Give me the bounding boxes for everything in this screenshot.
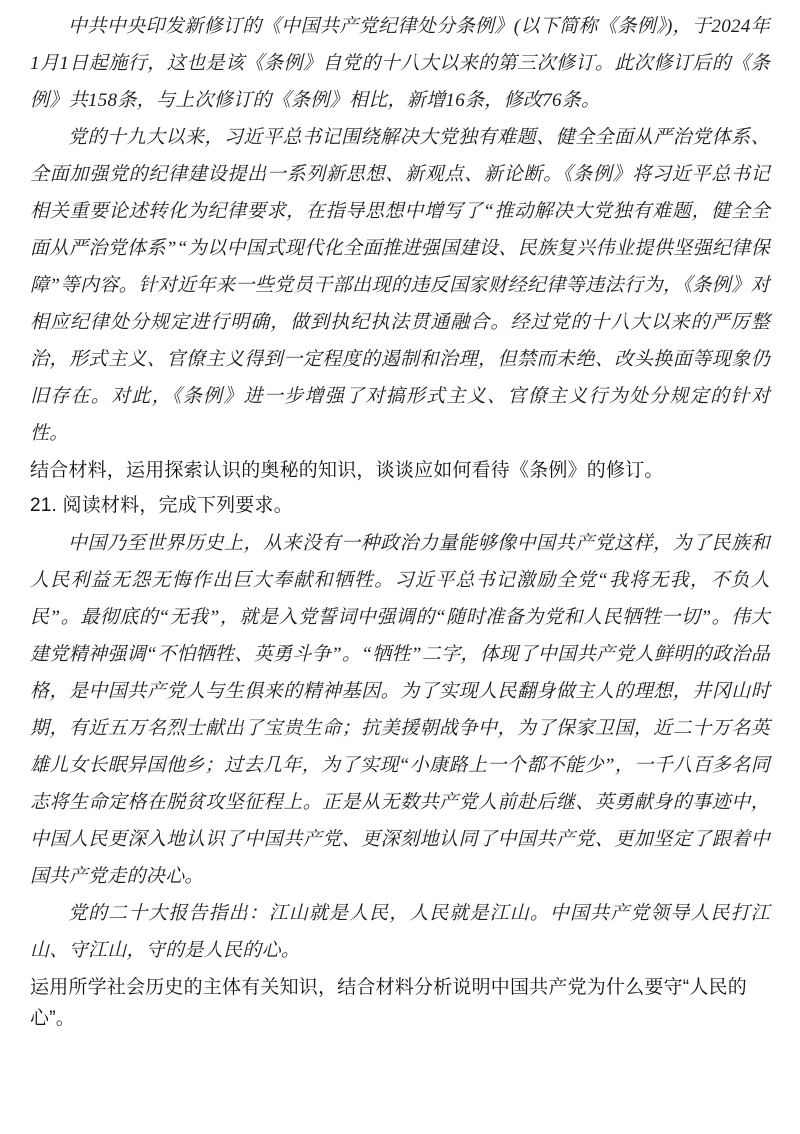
question-prompt-peoples-heart: 运用所学社会历史的主体有关知识，结合材料分析说明中国共产党为什么要守“人民的心”。 (30, 977, 747, 1029)
material-paragraph-party-congress: 党的二十大报告指出：江山就是人民，人民就是江山。中国共产党领导人民打江山、守江山，守的是人民的心。 (30, 903, 770, 961)
material-paragraph-sacrifice: 中国乃至世界历史上，从来没有一种政治力量能够像中国共产党这样，为了民族和人民利益无怨无悔作出巨大奉献和牺牲。习近平总书记激励全党“我将无我，不负人民”。最彻底的“无我”，就是入党誓词中强调的“随时准备为党和人民牺牲一切”。伟大建党精神强调“不怕牺牲、英勇斗争”。“牺牲”二字，体现了中国共产党人鲜明的政治品格，是中国共产党人与生俱来的精神基因。为了实现人民翻身做主人的理想，井冈山时期，有近五万名烈士献出了宝贵生命；抗美援朝战争中，为了保家卫国，近二十万名英雄儿女长眠异国他乡；过去几年，为了实现“小康路上一个都不能少”，一千八百多名同志将生命定格在脱贫攻坚征程上。正是从无数共产党人前赴后继、英勇献身的事迹中，中国人民更深入地认识了中国共产党、更深刻地认同了中国共产党、更加坚定了跟着中国共产党走的决心。 (30, 533, 770, 887)
question-21-header: 21. 阅读材料，完成下列要求。 (30, 495, 293, 516)
question-prompt-regulation: 结合材料，运用探索认识的奥秘的知识，谈谈应如何看待《条例》的修订。 (30, 460, 664, 481)
material-paragraph-regulation-details: 党的十九大以来，习近平总书记围绕解决大党独有难题、健全全面从严治党体系、全面加强党的纪律建设提出一系列新思想、新观点、新论断。《条例》将习近平总书记相关重要论述转化为纪律要求，在指导思想中增写了“推动解决大党独有难题，健全全面从严治党体系”“为以中国式现代化全面推进强国建设、民族复兴伟业提供坚强纪律保障”等内容。针对近年来一些党员干部出现的违反国家财经纪律等违法行为，《条例》对相应纪律处分规定进行明确，做到执纪执法贯通融合。经过党的十八大以来的严厉整治，形式主义、官僚主义得到一定程度的遏制和治理，但禁而未绝、改头换面等现象仍旧存在。对此，《条例》进一步增强了对搞形式主义、官僚主义行为处分规定的针对性。 (30, 127, 770, 444)
material-paragraph-regulation-intro: 中共中央印发新修订的《中国共产党纪律处分条例》(以下简称《条例》)，于2024年1月1日起施行，这也是该《条例》自党的十八大以来的第三次修订。此次修订后的《条例》共158条，与上次修订的《条例》相比，新增16条，修改76条。 (30, 16, 770, 111)
